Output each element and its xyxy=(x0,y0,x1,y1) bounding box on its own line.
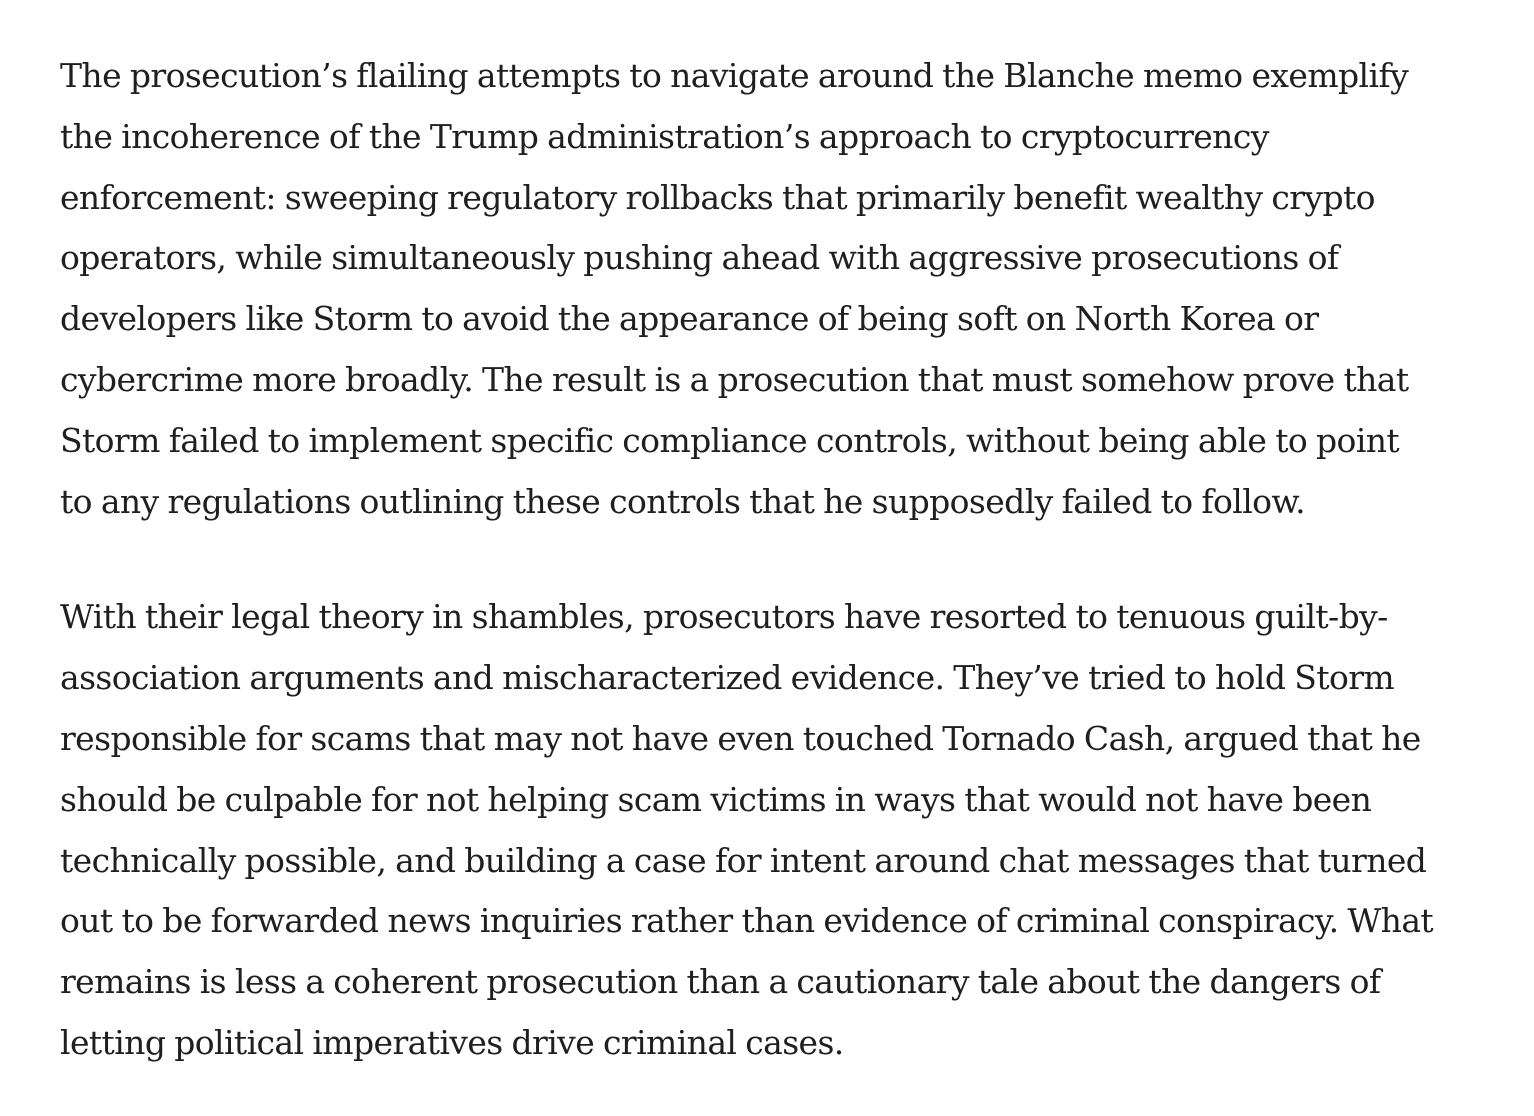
paragraph-line: out to be forwarded news inquiries rather than evidence of criminal conspiracy. What xyxy=(60,901,1434,941)
paragraph-line: enforcement: sweeping regulatory rollbacks that primarily benefit wealthy crypto xyxy=(60,177,1375,217)
paragraph-line: association arguments and mischaracterized evidence. They’ve tried to hold Storm xyxy=(60,658,1395,698)
paragraph-line: to any regulations outlining these controls that he supposedly failed to follow. xyxy=(60,481,1306,521)
paragraph-line: should be culpable for not helping scam victims in ways that would not have been xyxy=(60,779,1372,819)
paragraph-line: letting political imperatives drive criminal cases. xyxy=(60,1022,844,1062)
paragraph-line: cybercrime more broadly. The result is a prosecution that must somehow prove that xyxy=(60,359,1409,399)
paragraph-line: operators, while simultaneously pushing ahead with aggressive prosecutions of xyxy=(60,238,1339,278)
paragraph-blanche-memo xyxy=(60,46,1500,532)
article-body xyxy=(60,46,1500,1074)
paragraph-line: With their legal theory in shambles, prosecutors have resorted to tenuous guilt-by- xyxy=(60,597,1388,637)
paragraph-line: Storm failed to implement specific compliance controls, without being able to point xyxy=(60,420,1400,460)
paragraph-line: responsible for scams that may not have even touched Tornado Cash, argued that he xyxy=(60,718,1421,758)
paragraph-line: The prosecution’s flailing attempts to navigate around the Blanche memo exemplify xyxy=(60,56,1409,95)
paragraph-legal-theory xyxy=(60,587,1500,1073)
paragraph-line: remains is less a coherent prosecution than a cautionary tale about the dangers of xyxy=(60,962,1381,1002)
paragraph-line: technically possible, and building a case for intent around chat messages that turned xyxy=(60,840,1427,880)
paragraph-line: the incoherence of the Trump administration’s approach to cryptocurrency xyxy=(60,116,1269,156)
paragraph-line: developers like Storm to avoid the appearance of being soft on North Korea or xyxy=(60,299,1319,339)
